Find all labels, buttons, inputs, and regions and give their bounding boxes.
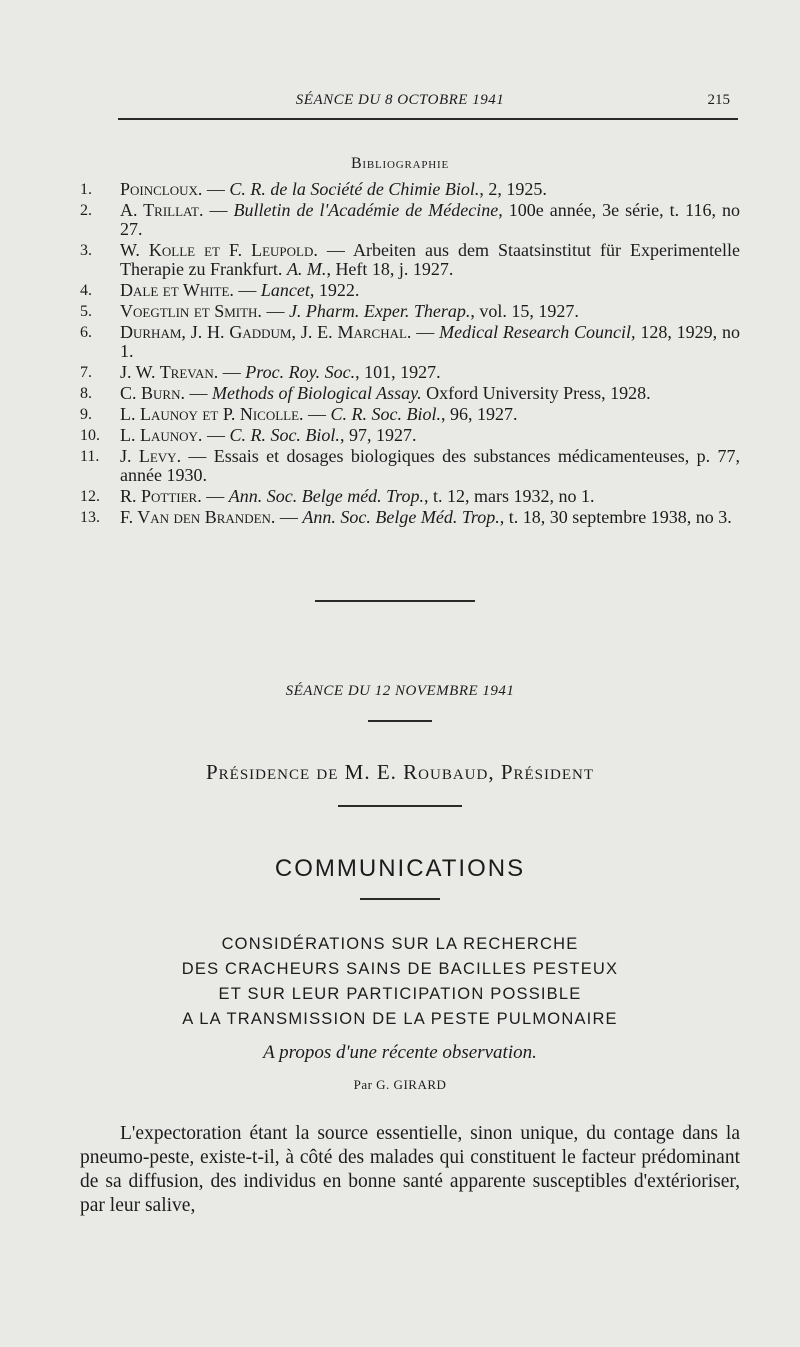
entry-details: , t. 18, 30 septembre 1938, no 3. <box>499 507 732 527</box>
entry-source: J. Pharm. Exper. Therap. <box>288 301 471 321</box>
entry-text: — <box>303 404 331 424</box>
entry-authors: Durham, J. H. Gaddum, J. E. Marchal. <box>120 322 412 342</box>
entry-authors: J. W. Trevan. <box>120 362 219 382</box>
entry-source: A. M. <box>286 259 327 279</box>
bibliography-list <box>80 180 740 529</box>
entry-details: Oxford University Press, 1928. <box>421 383 651 403</box>
running-title: SÉANCE DU 8 OCTOBRE 1941 <box>295 92 505 108</box>
entry-details: 128, 1929, no 1. <box>120 322 741 361</box>
entry-number: 12. <box>80 488 100 505</box>
byline: Par G. GIRARD <box>353 1077 447 1092</box>
entry-authors: Dale et White. <box>120 280 234 300</box>
entry-details: , 96, 1927. <box>441 404 518 424</box>
entry-source: Medical Research Council, <box>439 322 636 342</box>
bibliography-entry <box>80 447 740 485</box>
bibliography-entry <box>80 201 740 239</box>
presidence-line: Présidence de M. E. Roubaud, Président <box>205 760 595 784</box>
entry-details: , 2, 1925. <box>479 179 547 199</box>
article-subtitle: A propos d'une récente observation. <box>263 1042 537 1063</box>
entry-details: , 1922. <box>309 280 360 300</box>
entry-details: , 101, 1927. <box>355 362 441 382</box>
entry-number: 8. <box>80 385 92 402</box>
entry-text: — <box>275 507 303 527</box>
entry-details: , vol. 15, 1927. <box>470 301 579 321</box>
entry-source: C. R. Soc. Biol. <box>229 425 340 445</box>
bibliography-entry <box>80 384 740 403</box>
entry-details: 100e année, 3e série, t. 116, no 27. <box>120 200 741 239</box>
bibliography-heading: Bibliographie <box>350 155 450 172</box>
entry-authors: Poincloux. <box>120 179 203 199</box>
bibliography-entry <box>80 323 740 361</box>
entry-authors: Voegtlin et Smith. <box>120 301 262 321</box>
bibliography-entry <box>80 426 740 445</box>
entry-authors: J. Levy. <box>120 446 182 466</box>
entry-text: — <box>201 486 229 506</box>
article-title-line: CONSIDÉRATIONS SUR LA RECHERCHE <box>221 935 579 953</box>
entry-source: Ann. Soc. Belge Méd. Trop. <box>302 507 500 527</box>
entry-source: C. R. de la Société de Chimie Biol. <box>229 179 480 199</box>
bibliography-entry <box>80 405 740 424</box>
entry-text: — Arbeiten aus dem Staatsinstitut für Experimentelle Therapie zu Frankfurt. <box>120 240 740 279</box>
entry-text: — Essais et dosages biologiques des substances médicamenteuses, p. 77, année 1930. <box>120 446 741 485</box>
communications-divider <box>360 898 440 900</box>
bibliography-entry <box>80 508 740 527</box>
entry-number: 3. <box>80 242 92 259</box>
entry-authors: W. Kolle et F. Leupold. <box>120 240 318 260</box>
entry-number: 13. <box>80 509 100 526</box>
entry-text: — <box>184 383 212 403</box>
entry-number: 9. <box>80 406 92 423</box>
entry-source: C. R. Soc. Biol. <box>330 404 442 424</box>
entry-authors: F. Van den Branden. <box>120 507 276 527</box>
entry-source: Lancet <box>260 280 310 300</box>
bibliography-entry <box>80 302 740 321</box>
bibliography-entry <box>80 487 740 506</box>
short-divider <box>368 720 432 722</box>
entry-authors: L. Launoy et P. Nicolle. <box>120 404 304 424</box>
bibliography-entry <box>80 363 740 382</box>
entry-source: Methods of Biological Assay. <box>211 383 422 403</box>
entry-number: 1. <box>80 181 92 198</box>
session-title: SÉANCE DU 12 NOVEMBRE 1941 <box>285 683 515 699</box>
page-number: 215 <box>707 92 730 108</box>
entry-text: — <box>411 322 440 342</box>
presidence-divider <box>338 805 462 807</box>
entry-text: — <box>202 179 230 199</box>
communications-heading: COMMUNICATIONS <box>274 855 526 882</box>
entry-text: — <box>203 200 234 220</box>
bibliography-entry <box>80 281 740 300</box>
body-paragraph: L'expectoration étant la source essentielle, sinon unique, du contage dans la pneumo-peste, existe-t-il, à côté des malades qui constituent le facteur prédominant de sa diffusion, des individus en bonne santé apparente susceptibles d'extérioriser, par leur salive, <box>80 1123 740 1216</box>
entry-details: , 97, 1927. <box>339 425 417 445</box>
entry-details: , t. 12, mars 1932, no 1. <box>424 486 595 506</box>
entry-text: — <box>218 362 246 382</box>
entry-authors: A. Trillat. <box>120 200 204 220</box>
entry-number: 6. <box>80 324 92 341</box>
bibliography-entry <box>80 180 740 199</box>
entry-number: 5. <box>80 303 92 320</box>
entry-authors: R. Pottier. <box>120 486 202 506</box>
bibliography-entry <box>80 241 740 279</box>
entry-text: — <box>202 425 230 445</box>
entry-number: 7. <box>80 364 92 381</box>
entry-number: 11. <box>80 448 100 465</box>
entry-source: Proc. Roy. Soc. <box>245 362 356 382</box>
article-title-line: DES CRACHEURS SAINS DE BACILLES PESTEUX <box>181 960 619 978</box>
article-title-line: A LA TRANSMISSION DE LA PESTE PULMONAIRE <box>182 1010 618 1028</box>
entry-authors: C. Burn. <box>120 383 185 403</box>
running-head <box>0 92 800 114</box>
entry-number: 4. <box>80 282 92 299</box>
entry-details: , Heft 18, j. 1927. <box>326 259 454 279</box>
entry-source: Bulletin de l'Académie de Médecine, <box>233 200 503 220</box>
article-title <box>0 932 800 1032</box>
entry-source: Ann. Soc. Belge méd. Trop. <box>228 486 425 506</box>
article-title-line: ET SUR LEUR PARTICIPATION POSSIBLE <box>218 985 582 1003</box>
header-rule <box>118 118 738 120</box>
entry-authors: L. Launoy. <box>120 425 203 445</box>
section-divider <box>315 600 475 602</box>
entry-number: 2. <box>80 202 92 219</box>
entry-number: 10. <box>80 427 100 444</box>
entry-text: — <box>233 280 261 300</box>
entry-text: — <box>261 301 289 321</box>
